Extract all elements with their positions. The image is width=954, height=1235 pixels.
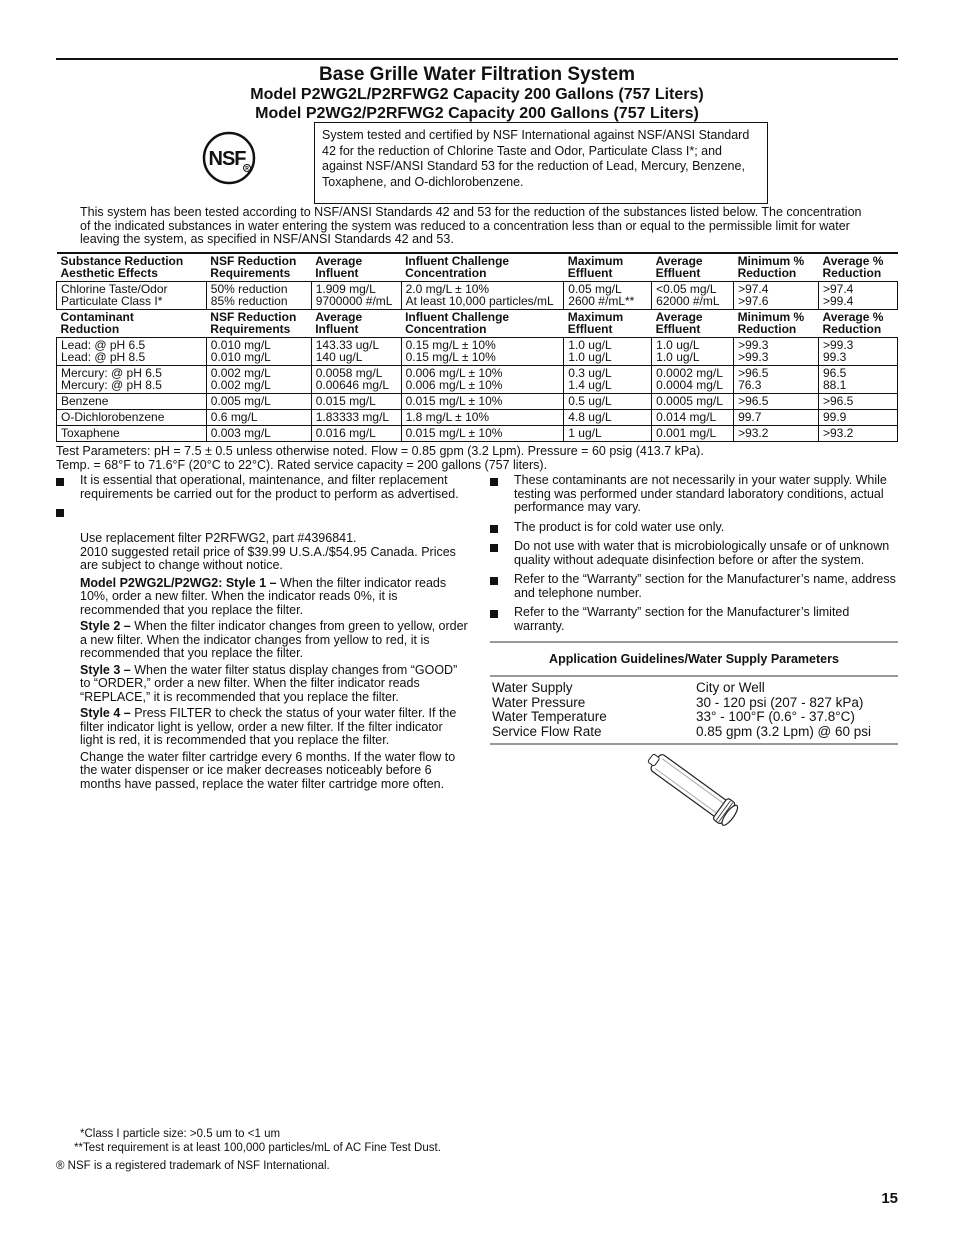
table-cell: Toxaphene <box>57 426 207 442</box>
table-row <box>57 282 898 310</box>
column-header: Maximum Effluent <box>564 310 652 338</box>
table-cell: 99.7 <box>734 410 819 426</box>
list-item: Use replacement filter P2RFWG2, part #4396841. 2010 suggested retail price of $39.99 U.S.A./$54.95 Canada. Prices are subject to change without notice. <box>56 505 468 573</box>
table-cell: 4.8 ug/L <box>564 410 652 426</box>
table-cell: 0.0005 mg/L <box>652 394 734 410</box>
table-cell: 0.015 mg/L ± 10% <box>401 426 564 442</box>
test-parameters-line-2: Temp. = 68°F to 71.6°F (20°C to 22°C). Rated service capacity = 200 gallons (757 liters). <box>56 457 548 472</box>
table-cell: 1 ug/L <box>564 426 652 442</box>
style-3-paragraph: Style 3 – When the water filter status display changes from “GOOD” to “ORDER,” order a new filter. When the filter indicator reads “REPLACE,” it is recommended that you replace the filter. <box>80 662 458 704</box>
footnote-test-requirement: **Test requirement is at least 100,000 particles/mL of AC Fine Test Dust. <box>74 1142 441 1154</box>
table-row <box>57 410 898 426</box>
table-cell: >93.2 <box>818 426 897 442</box>
table-cell: 0.5 ug/L <box>564 394 652 410</box>
nsf-logo-icon <box>202 131 256 185</box>
table-row: Water Temperature 33° - 100°F (0.6° - 37.8°C) <box>492 709 855 724</box>
footnote-particle-size: *Class I particle size: >0.5 um to <1 um <box>80 1128 281 1140</box>
intro-paragraph: This system has been tested according to NSF/ANSI Standards 42 and 53 for the reduction of the substances listed below. The concentration of the indicated substances in water entering the system was reduced to a concentration less than or equal to the permissible limit for water leaving the system, as specified in NSF/ANSI Standards 42 and 53. <box>80 205 862 246</box>
footnotes <box>56 1127 441 1173</box>
column-header: Average % Reduction <box>818 253 897 282</box>
title-block <box>56 64 898 123</box>
table-header-row <box>57 310 898 338</box>
table-cell: 1.0 ug/L 1.0 ug/L <box>564 338 652 366</box>
table-cell: 99.9 <box>818 410 897 426</box>
table-cell: 96.5 88.1 <box>818 366 897 394</box>
table-cell: Lead: @ pH 6.5 Lead: @ pH 8.5 <box>57 338 207 366</box>
column-header: NSF Reduction Requirements <box>206 253 311 282</box>
table-cell: >97.4 >97.6 <box>734 282 819 310</box>
svg-text:NSF: NSF <box>208 148 246 170</box>
table-cell: 1.909 mg/L 9700000 #/mL <box>311 282 401 310</box>
table-cell: 2.0 mg/L ± 10% At least 10,000 particles/mL <box>401 282 564 310</box>
table-cell: Benzene <box>57 394 207 410</box>
application-guidelines <box>490 641 898 745</box>
column-header: Contaminant Reduction <box>57 310 207 338</box>
model-line-2: Model P2WG2/P2RFWG2 Capacity 200 Gallons (757 Liters) <box>255 105 699 122</box>
table-row: Service Flow Rate 0.85 gpm (3.2 Lpm) @ 60 psi <box>492 723 872 739</box>
table-cell: >96.5 76.3 <box>734 366 819 394</box>
table-cell: 0.003 mg/L <box>206 426 311 442</box>
page-number: 15 <box>881 1190 898 1207</box>
column-header: Average Influent <box>311 253 401 282</box>
column-header: Minimum % Reduction <box>734 253 819 282</box>
bullet-icon <box>56 478 64 486</box>
bullet-icon <box>56 509 64 517</box>
table-cell: >96.5 <box>818 394 897 410</box>
bullet-icon <box>490 544 498 552</box>
column-header: Influent Challenge Concentration <box>401 310 564 338</box>
table-cell: 0.0002 mg/L 0.0004 mg/L <box>652 366 734 394</box>
table-cell: 0.014 mg/L <box>652 410 734 426</box>
bullet-icon <box>490 577 498 585</box>
top-rule <box>56 58 898 60</box>
divider <box>490 743 898 745</box>
style-4-paragraph: Style 4 – Press FILTER to check the status of your water filter. If the filter indicator light is yellow, order a new filter. If the filter indicator light is red, it is recommended that you replace the filter. <box>80 706 457 747</box>
column-header: Maximum Effluent <box>564 253 652 282</box>
right-column <box>490 474 900 637</box>
list-item: The product is for cold water use only. <box>490 521 900 535</box>
table-cell: 0.3 ug/L 1.4 ug/L <box>564 366 652 394</box>
table-cell: >93.2 <box>734 426 819 442</box>
bullet-icon <box>490 525 498 533</box>
table-cell: Chlorine Taste/Odor Particulate Class I* <box>57 282 207 310</box>
table-cell: 0.002 mg/L 0.002 mg/L <box>206 366 311 394</box>
table-row <box>57 394 898 410</box>
page-title: Base Grille Water Filtration System <box>318 64 636 85</box>
list-item: These contaminants are not necessarily in your water supply. While testing was performed under standard laboratory conditions, actual performance may vary. <box>490 474 900 515</box>
table-cell: 0.05 mg/L 2600 #/mL** <box>564 282 652 310</box>
list-item: Refer to the “Warranty” section for the Manufacturer’s name, address and telephone number. <box>490 573 900 600</box>
table-cell: 1.83333 mg/L <box>311 410 401 426</box>
style-1-paragraph: Model P2WG2L/P2WG2: Style 1 – When the filter indicator reads 10%, order a new filter. When the indicator reads 0%, it is recommended that you replace the filter. <box>80 575 447 617</box>
bullet-icon <box>490 610 498 618</box>
test-parameters-line-1: Test Parameters: pH = 7.5 ± 0.5 unless otherwise noted. Flow = 0.85 gpm (3.2 Lpm). Pressure = 60 psig (413.7 kPa). <box>56 444 704 458</box>
table-cell: 143.33 ug/L 140 ug/L <box>311 338 401 366</box>
table-row: Water Supply City or Well <box>492 680 765 695</box>
table-cell: >99.3 99.3 <box>818 338 897 366</box>
table-cell: 0.15 mg/L ± 10% 0.15 mg/L ± 10% <box>401 338 564 366</box>
table-row: Water Pressure 30 - 120 psi (207 - 827 kPa) <box>492 694 864 710</box>
table-row <box>57 426 898 442</box>
column-header: Substance Reduction Aesthetic Effects <box>57 253 207 282</box>
bullet-icon <box>490 478 498 486</box>
table-cell: >97.4 >99.4 <box>818 282 897 310</box>
table-cell: 0.6 mg/L <box>206 410 311 426</box>
table-cell: 0.016 mg/L <box>311 426 401 442</box>
nsf-certification-box: System tested and certified by NSF International against NSF/ANSI Standard 42 for the reduction of Chlorine Taste and Odor, Particulate Class I*; and against NSF/ANSI Standard 53 for the reduction of Lead, Mercury, Benzene, Toxaphene, and O-dichlorobenzene. <box>314 122 768 204</box>
table-cell: 0.001 mg/L <box>652 426 734 442</box>
divider <box>490 675 898 677</box>
water-filter-cartridge-icon <box>640 750 750 830</box>
table-cell: O-Dichlorobenzene <box>57 410 207 426</box>
test-parameters <box>56 445 898 472</box>
table-cell: 0.015 mg/L ± 10% <box>401 394 564 410</box>
list-item: It is essential that operational, maintenance, and filter replacement requirements be carried out for the product to perform as advertised. <box>56 474 468 501</box>
column-header: NSF Reduction Requirements <box>206 310 311 338</box>
svg-text:R: R <box>245 166 249 173</box>
list-item: Do not use with water that is microbiologically unsafe or of unknown quality without adequate disinfection before or after the system. <box>490 540 900 567</box>
table-cell: Mercury: @ pH 6.5 Mercury: @ pH 8.5 <box>57 366 207 394</box>
table-cell: 1.0 ug/L 1.0 ug/L <box>652 338 734 366</box>
table-cell: 0.005 mg/L <box>206 394 311 410</box>
table-cell: 0.015 mg/L <box>311 394 401 410</box>
model-line-1: Model P2WG2L/P2RFWG2 Capacity 200 Gallons (757 Liters) <box>250 86 704 103</box>
footnote-trademark: ® NSF is a registered trademark of NSF International. <box>56 1160 330 1172</box>
table-cell: 1.8 mg/L ± 10% <box>401 410 564 426</box>
column-header: Average Influent <box>311 310 401 338</box>
application-guidelines-heading: Application Guidelines/Water Supply Parameters <box>549 652 839 666</box>
column-header: Influent Challenge Concentration <box>401 253 564 282</box>
reduction-table <box>56 252 898 442</box>
table-cell: 0.0058 mg/L 0.00646 mg/L <box>311 366 401 394</box>
table-header-row <box>57 253 898 282</box>
table-cell: 0.010 mg/L 0.010 mg/L <box>206 338 311 366</box>
table-cell: 0.006 mg/L ± 10% 0.006 mg/L ± 10% <box>401 366 564 394</box>
left-column <box>56 474 468 794</box>
column-header: Average Effluent <box>652 310 734 338</box>
column-header: Minimum % Reduction <box>734 310 819 338</box>
change-filter-paragraph: Change the water filter cartridge every 6 months. If the water flow to the water dispenser or ice maker decreases noticeably before 6 months have passed, replace the water filter cartridge more often. <box>80 749 456 791</box>
table-cell: >96.5 <box>734 394 819 410</box>
style-2-paragraph: Style 2 – When the filter indicator changes from green to yellow, order a new filter. When the indicator changes from yellow to red, it is recommended that you replace the filter. <box>80 619 468 660</box>
table-cell: 50% reduction 85% reduction <box>206 282 311 310</box>
table-cell: >99.3 >99.3 <box>734 338 819 366</box>
column-header: Average % Reduction <box>818 310 897 338</box>
table-cell: <0.05 mg/L 62000 #/mL <box>652 282 734 310</box>
column-header: Average Effluent <box>652 253 734 282</box>
list-item: Refer to the “Warranty” section for the Manufacturer’s limited warranty. <box>490 606 900 633</box>
table-row <box>57 338 898 366</box>
table-row <box>57 366 898 394</box>
